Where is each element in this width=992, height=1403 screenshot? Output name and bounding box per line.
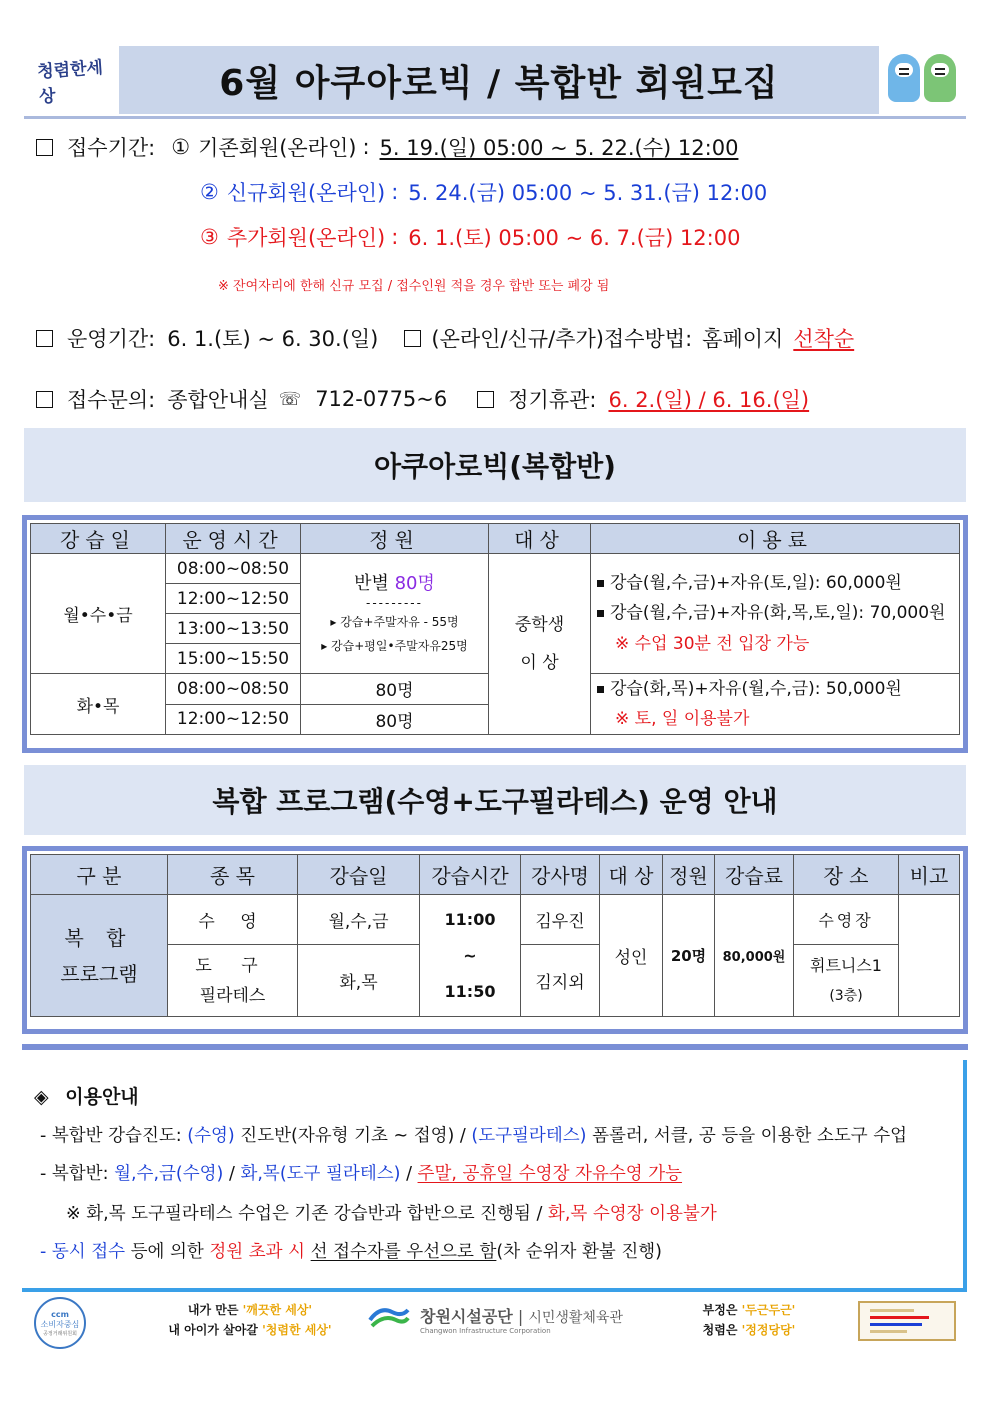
combined-table-frame (22, 846, 968, 1034)
col-category: 구 분 (31, 855, 168, 895)
guide-text: / (406, 1164, 412, 1184)
checkbox-icon (36, 391, 53, 408)
operation-line (36, 323, 854, 353)
org-name-block: 창원시설공단 | 시민생활체육관 Changwon Infrastructure Corporation (420, 1307, 623, 1335)
col-capacity: 정원 (301, 524, 489, 554)
guide-box (22, 1060, 967, 1292)
time-slot: 13:00~13:50 (166, 614, 301, 644)
aquarobic-table-frame (22, 515, 968, 753)
period-number: ③ (200, 225, 219, 249)
col-instructor: 강사명 (521, 855, 600, 895)
capacity-tt: 80명 (301, 674, 489, 705)
time-slot: 15:00~15:50 (166, 644, 301, 674)
inquiry-value: 종합안내실 (167, 388, 269, 412)
ccm-main: 소비자중심 (40, 1319, 80, 1329)
closed-value: 6. 2.(일) / 6. 16.(일) (608, 388, 810, 412)
period-label: 기존회원(온라인) (198, 136, 357, 160)
slogan-line (150, 1320, 350, 1340)
reception-line-3 (200, 222, 740, 252)
item-pilates (168, 945, 298, 1017)
days-tt: 화•목 (31, 674, 166, 735)
remark-cell (899, 895, 960, 1017)
capacity-prefix: 반별 (354, 572, 389, 594)
place-pilates (794, 945, 899, 1017)
capacity-cell: 20명 (663, 895, 715, 1017)
guide-text: 폼롤러, 서클, 공 등을 이용한 소도구 수업 (592, 1126, 908, 1146)
col-capacity: 정원 (663, 855, 715, 895)
fee-text: 강습(화,목)+자유(월,수,금): 50,000원 (610, 679, 902, 699)
slogan-text: 내가 만든 (187, 1303, 239, 1317)
fee-mwf (591, 554, 960, 674)
target-cell (489, 554, 591, 735)
fee-text: 강습(월,수,금)+자유(토,일): 60,000원 (610, 572, 902, 593)
col-time: 운영시간 (166, 524, 301, 554)
bullet-square-icon (597, 686, 604, 693)
capacity-divider: --------- (366, 595, 423, 610)
place-swim: 수영장 (794, 895, 899, 945)
bullet-square-icon (597, 610, 604, 617)
period-range: 6. 1.(토) 05:00 ~ 6. 7.(금) 12:00 (408, 226, 741, 250)
guide-text: 정원 초과 시 (209, 1242, 306, 1262)
period-label: 신규회원(온라인) (226, 181, 386, 205)
instructor-pilates: 김지외 (521, 945, 600, 1017)
fee-note: ※ 토, 일 이용불가 (615, 709, 750, 729)
period-sep: : (391, 225, 399, 249)
time-end: 11:50 (444, 981, 496, 1001)
capacity-note: ▸ 강습+주말자유 - 55명 (330, 614, 459, 629)
capacity-line (301, 571, 488, 597)
period-range: 5. 24.(금) 05:00 ~ 5. 31.(금) 12:00 (408, 181, 768, 205)
place-line: (3층) (829, 987, 863, 1004)
table-row (31, 895, 960, 945)
slogan-line (684, 1300, 814, 1320)
col-remark: 비고 (899, 855, 960, 895)
guide-title: 이용안내 (65, 1086, 139, 1108)
time-slot: 08:00~08:50 (166, 554, 301, 584)
mascot-blue-icon (888, 54, 920, 102)
fee-note: ※ 수업 30분 전 입장 가능 (615, 633, 810, 654)
slogan-text: 청렴은 (702, 1323, 738, 1337)
fee-tt (591, 674, 960, 735)
operation-label: 운영기간: (67, 327, 156, 351)
combined-heading: 복합 프로그램(수영+도구필라테스) 운영 안내 (24, 765, 966, 835)
table-row (31, 554, 960, 584)
mascots-illustration (888, 54, 958, 104)
checkbox-icon (477, 391, 494, 408)
operation-value: 6. 1.(토) ~ 6. 30.(일) (167, 327, 379, 351)
inquiry-label: 접수문의: (67, 388, 156, 412)
org-sub: 시민생활체육관 (528, 1310, 623, 1326)
header-divider (24, 116, 966, 119)
time-slot: 08:00~08:50 (166, 674, 301, 705)
slogan-right (684, 1300, 814, 1340)
capacity-value: 80명 (394, 572, 435, 594)
item-swim: 수 영 (168, 895, 298, 945)
guide-text: 주말, 공휴일 수영장 자유수영 가능 (417, 1164, 683, 1184)
time-sep: ~ (463, 945, 477, 965)
guide-text: 진도반(자유형 기초 ~ 접영) / (240, 1126, 466, 1146)
period-sep: : (391, 180, 399, 204)
slogan-line (150, 1300, 350, 1320)
col-fee: 이용료 (591, 524, 960, 554)
guide-line-3 (66, 1196, 717, 1232)
days-swim: 월,수,금 (298, 895, 420, 945)
target-line: 이 상 (520, 653, 559, 673)
col-target: 대 상 (600, 855, 663, 895)
guide-text: 월,수,금(수영) (114, 1164, 224, 1184)
checkbox-icon (36, 330, 53, 347)
capacity-tt: 80명 (301, 704, 489, 735)
method-value: 홈페이지 (702, 327, 784, 351)
guide-text: - 복합반: (40, 1164, 109, 1184)
fee-cell: 80,000원 (715, 895, 794, 1017)
ccm-top: ccm (51, 1309, 69, 1319)
slogan-emph: '두근두근' (741, 1303, 796, 1317)
certificate-stamp-icon (858, 1301, 956, 1341)
period-number: ② (200, 180, 219, 204)
guide-text: 등에 의한 (130, 1242, 204, 1262)
instructor-swim: 김우진 (521, 895, 600, 945)
slogan-text: 내 아이가 살아갈 (168, 1323, 258, 1337)
aquarobic-table (30, 523, 960, 735)
item-line: 도 구 (195, 955, 270, 976)
col-item: 종 목 (168, 855, 298, 895)
place-line: 휘트니스1 (809, 955, 882, 975)
slogan-emph: '정정당당' (741, 1323, 796, 1337)
checkbox-icon (36, 139, 53, 156)
slogan-emph: '청렴한 세상' (262, 1323, 332, 1337)
phone-number: 712-0775~6 (315, 387, 448, 411)
guide-title-row (34, 1082, 139, 1109)
guide-text: - 복합반 강습진도: (40, 1126, 182, 1146)
reception-label: 접수기간: (67, 136, 156, 160)
days-mwf: 월•수•금 (31, 554, 166, 674)
period-range: 5. 19.(일) 05:00 ~ 5. 22.(수) 12:00 (379, 136, 739, 160)
diamond-icon: ◈ (34, 1086, 49, 1108)
time-slot: 12:00~12:50 (166, 584, 301, 614)
col-time: 강습시간 (420, 855, 521, 895)
guide-text: - 동시 접수 (40, 1242, 126, 1262)
guide-text: (도구필라테스) (471, 1126, 587, 1146)
guide-text: 화,목 수영장 이용불가 (547, 1204, 717, 1224)
category-cell (31, 895, 168, 1017)
target-cell: 성인 (600, 895, 663, 1017)
ccm-badge (34, 1297, 86, 1349)
reception-line-1 (36, 132, 738, 162)
integrity-logo: 청렴한세상 (36, 57, 104, 108)
fee-text: 강습(월,수,금)+자유(화,목,토,일): 70,000원 (610, 602, 946, 623)
ccm-sub: 공정거래위원회 (43, 1330, 77, 1337)
capacity-note-text: 강습+평일•주말자유25명 (331, 638, 468, 653)
phone-icon: ☏ (278, 388, 302, 410)
org-logo-icon (366, 1304, 412, 1336)
guide-text: (수영) (187, 1126, 235, 1146)
guide-line-4 (40, 1234, 662, 1270)
org-en: Changwon Infrastructure Corporation (420, 1327, 551, 1335)
org-name: 창원시설공단 (420, 1307, 513, 1326)
time-slot: 12:00~12:50 (166, 704, 301, 735)
bullet-square-icon (597, 580, 604, 587)
fee-item (597, 598, 959, 628)
time-cell (420, 895, 521, 1017)
target-line: 중학생 (514, 615, 565, 635)
inquiry-line (36, 384, 809, 414)
method-emphasis: 선착순 (793, 327, 855, 351)
guide-text: 선 접수자를 우선으로 함 (310, 1242, 497, 1262)
category-line: 복 합 (64, 925, 134, 950)
period-sep: : (362, 135, 370, 159)
slogan-left (150, 1300, 350, 1340)
period-label: 추가회원(온라인) (226, 226, 386, 250)
capacity-note: ▸ 강습+평일•주말자유25명 (321, 638, 468, 653)
page-title: 6월 아쿠아로빅 / 복합반 회원모집 (119, 46, 879, 114)
guide-text: / (228, 1164, 235, 1184)
guide-line-2 (40, 1156, 682, 1192)
combined-table (30, 854, 960, 1017)
guide-text: 화,목(도구 필라테스) (240, 1164, 401, 1184)
capacity-note-text: 강습+주말자유 - 55명 (340, 614, 459, 629)
slogan-line (684, 1320, 814, 1340)
days-pilates: 화,목 (298, 945, 420, 1017)
mascot-green-icon (924, 54, 956, 102)
slogan-text: 부정은 (702, 1303, 738, 1317)
reception-line-2 (200, 177, 767, 207)
col-fee: 강습료 (715, 855, 794, 895)
col-target: 대상 (489, 524, 591, 554)
section-divider (22, 1044, 968, 1050)
fee-item (597, 568, 959, 598)
capacity-mwf (301, 554, 489, 674)
col-days: 강습일 (298, 855, 420, 895)
time-start: 11:00 (444, 909, 496, 929)
aquarobic-heading: 아쿠아로빅(복합반) (24, 428, 966, 502)
reception-remark: ※ 잔여자리에 한해 신규 모집 / 접수인원 적을 경우 합반 또는 폐강 됨 (218, 279, 610, 294)
fee-item (597, 674, 959, 704)
slogan-emph: '깨끗한 세상' (242, 1303, 313, 1317)
period-number: ① (171, 135, 191, 159)
col-days: 강습일 (31, 524, 166, 554)
item-line: 필라테스 (199, 985, 266, 1006)
category-line: 프로그램 (60, 961, 138, 986)
guide-text: (차 순위자 환불 진행) (496, 1242, 662, 1262)
checkbox-icon (404, 330, 421, 347)
guide-line-1 (40, 1118, 907, 1154)
method-label: (온라인/신규/추가)접수방법: (431, 327, 693, 351)
closed-label: 정기휴관: (508, 388, 597, 412)
col-place: 장 소 (794, 855, 899, 895)
guide-text: ※ 화,목 도구필라테스 수업은 기존 강습반과 합반으로 진행됨 / (66, 1204, 543, 1224)
